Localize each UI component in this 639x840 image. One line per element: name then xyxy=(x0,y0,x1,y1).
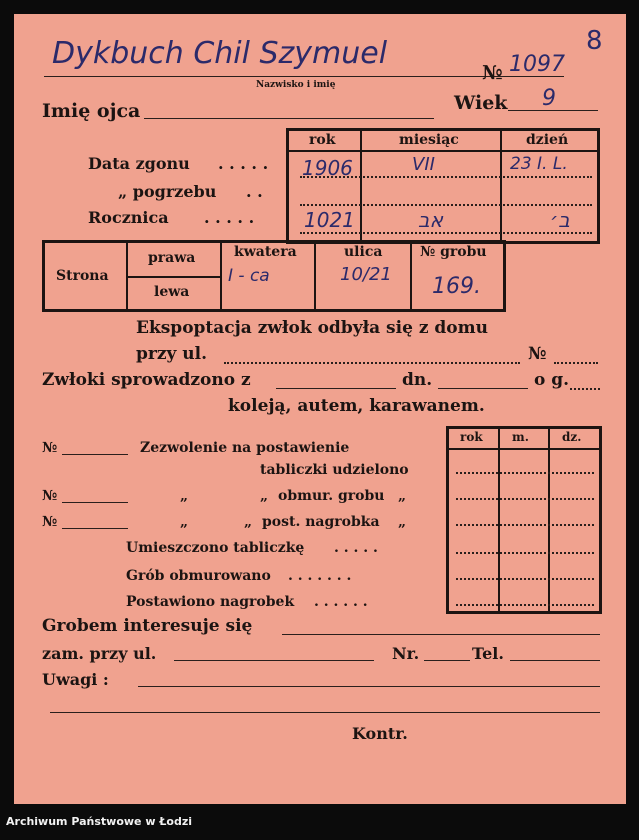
death-dots: . . . . . xyxy=(218,154,269,173)
side-label: Strona xyxy=(56,268,109,284)
quarter-value: I - ca xyxy=(228,266,270,286)
grave-value: 169. xyxy=(432,274,481,299)
street-value: 10/21 xyxy=(340,264,392,285)
corner-number: 8 xyxy=(586,26,603,56)
at-street-label: przy ul. xyxy=(136,344,208,364)
number-label: № xyxy=(482,62,503,84)
age-label: Wiek xyxy=(454,92,508,114)
tel-label: Tel. xyxy=(472,644,504,663)
anniv-year: 1021 xyxy=(304,208,355,232)
grave-label: № grobu xyxy=(420,244,487,260)
permit-col-year: rok xyxy=(460,430,483,444)
burial-dots: . . xyxy=(246,182,263,201)
burial-date-label: „ pogrzebu xyxy=(118,182,217,201)
walled-dots: . . . . . . . xyxy=(288,568,352,584)
day-label: dn. xyxy=(402,370,433,390)
col-month: miesiąc xyxy=(399,132,459,148)
permit-col-day: dz. xyxy=(562,430,582,444)
permit3-no: № xyxy=(42,514,58,530)
permit2-no: № xyxy=(42,488,58,504)
name-handwritten: Dykbuch Chil Szymuel xyxy=(52,36,388,71)
permit1-line1: Zezwolenie na postawienie xyxy=(140,440,350,456)
anniv-dots: . . . . . xyxy=(204,208,255,227)
permit3-label: post. nagrobka xyxy=(262,514,380,530)
permit1-no: № xyxy=(42,440,58,456)
stone-dots: . . . . . . xyxy=(314,594,368,610)
death-year: 1906 xyxy=(302,156,353,180)
name-caption: Nazwisko i imię xyxy=(256,80,336,90)
permit-col-month: m. xyxy=(512,430,529,444)
permit2-label: obmur. grobu xyxy=(278,488,385,504)
death-day: 23 I. L. xyxy=(510,154,568,174)
permit3-quote3: „ xyxy=(398,514,407,530)
death-month: VII xyxy=(412,154,435,175)
control-label: Kontr. xyxy=(352,724,408,743)
street-label: ulica xyxy=(344,244,383,260)
permit3-quote1: „ xyxy=(180,514,189,530)
col-year: rok xyxy=(309,132,336,148)
placed-stone-label: Postawiono nagrobek xyxy=(126,594,295,610)
hour-label: o g. xyxy=(534,370,570,390)
anniversary-label: Rocznica xyxy=(88,208,169,227)
export-line: Ekspoptacja zwłok odbyła się z domu xyxy=(136,318,488,338)
anniv-day: ב׳ xyxy=(550,208,570,232)
right-label: prawa xyxy=(148,250,196,266)
plate-dots: . . . . . xyxy=(334,540,378,556)
permit2-quote1: „ xyxy=(180,488,189,504)
notes-label: Uwagi : xyxy=(42,670,109,689)
brought-from-label: Zwłoki sprowadzono z xyxy=(42,370,251,390)
father-label: Imię ojca xyxy=(42,100,141,122)
burial-record-card xyxy=(14,14,626,804)
quarter-label: kwatera xyxy=(234,244,297,260)
transport-means: koleją, autem, karawanem. xyxy=(228,396,485,416)
age-value: 9 xyxy=(542,86,556,111)
house-no-label: № xyxy=(528,344,547,364)
permit1-line2: tabliczki udzielono xyxy=(260,462,409,478)
permit-dates-table xyxy=(446,426,602,614)
permit2-quote3: „ xyxy=(398,488,407,504)
left-label: lewa xyxy=(154,284,190,300)
residing-label: zam. przy ul. xyxy=(42,644,157,663)
placed-plate-label: Umieszczono tabliczkę xyxy=(126,540,305,556)
permit2-quote2: „ xyxy=(260,488,269,504)
permit3-quote2: „ xyxy=(244,514,253,530)
death-date-label: Data zgonu xyxy=(88,154,190,173)
father-line xyxy=(144,118,434,119)
col-day: dzień xyxy=(526,132,569,148)
walled-grave-label: Grób obmurowano xyxy=(126,568,271,584)
archive-footer: Archiwum Państwowe w Łodzi xyxy=(6,815,193,828)
anniv-month: אב xyxy=(418,208,443,232)
nr-label: Nr. xyxy=(392,644,420,663)
interest-label: Grobem interesuje się xyxy=(42,616,253,636)
number-value: 1097 xyxy=(509,52,565,77)
